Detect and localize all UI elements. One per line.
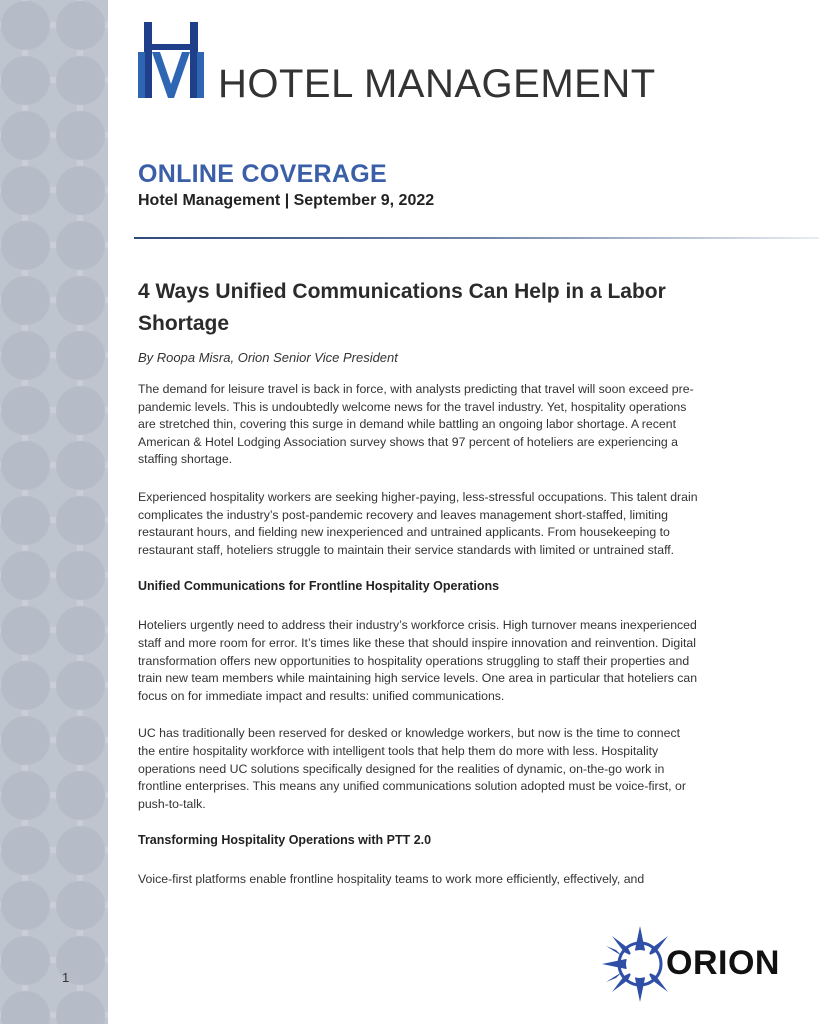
hm-monogram-icon: [138, 18, 204, 100]
page-number: 1: [62, 970, 70, 985]
article-paragraph: Voice-first platforms enable frontline hospitality teams to work more efficiently, effectively, and: [138, 872, 645, 887]
decorative-sidebar: [0, 0, 108, 1024]
logo-wordmark: HOTEL MANAGEMENT: [218, 62, 656, 106]
article-paragraph: Hoteliers urgently need to address their industry’s workforce crisis. High turnover means inexperienced staff and more room for error. It’s times like these that should inspire innovation and reinvention. Digital transformation offers new opportunities to hospitality operations struggling to staff their properties and train new team members while maintaining high service levels. One area in particular that hoteliers can focus on for immediate impact and results: unified communications.: [138, 618, 698, 703]
section-label: ONLINE COVERAGE: [138, 160, 387, 188]
publication-line: Hotel Management | September 9, 2022: [138, 192, 435, 209]
article-title: 4 Ways Unified Communications Can Help in a Labor Shortage: [138, 280, 666, 335]
article-paragraph: The demand for leisure travel is back in force, with analysts predicting that travel will soon exceed pre-pandemic levels. This is undoubtedly welcome news for the travel industry. Yet, hospitality operations are stretched thin, covering this surge in demand while battling an ongoing labor shortage. A recent American & Hotel Lodging Association survey shows that 97 percent of hoteliers are experiencing a staffing shortage.: [138, 382, 694, 467]
article-byline: By Roopa Misra, Orion Senior Vice President: [138, 350, 398, 365]
article-body: [138, 276, 698, 909]
article-paragraph: UC has traditionally been reserved for desked or knowledge workers, but now is the time to connect the entire hospitality workforce with intelligent tools that help them do more with less. Hospitality operations need UC solutions specifically designed for the realities of dynamic, on-the-go work in frontline enterprises. This means any unified communications solution adopted must be voice-first, or push-to-talk.: [138, 726, 686, 811]
orion-wordmark: ORION: [666, 944, 780, 982]
article-subhead: Transforming Hospitality Operations with PTT 2.0: [138, 833, 432, 848]
article-paragraph: Experienced hospitality workers are seeking higher-paying, less-stressful occupations. This talent drain complicates the industry’s post-pandemic recovery and leaves management short-staffed, limiting restaurant hours, and fielding new inexperienced and untrained applicants. From housekeeping to restaurant staff, hoteliers struggle to maintain their service standards with limited or untrained staff.: [138, 489, 698, 557]
orion-logo: [602, 926, 782, 1002]
divider: [134, 237, 819, 239]
article-subhead: Unified Communications for Frontline Hospitality Operations: [138, 579, 500, 594]
